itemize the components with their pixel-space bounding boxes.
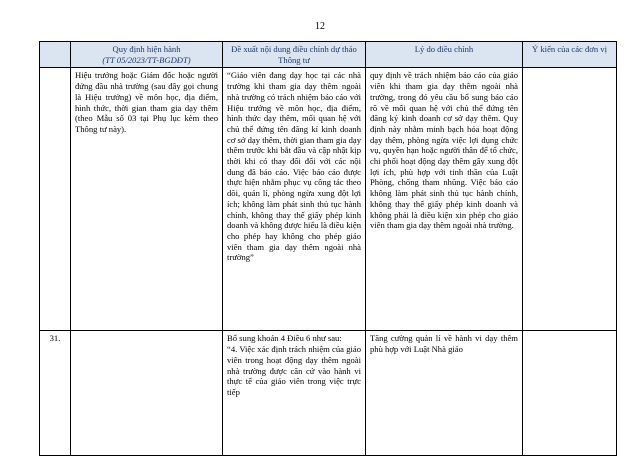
header-current-regulation	[71, 42, 223, 68]
reason-cell: quy định về trách nhiệm báo cáo của giáo viên khi tham gia dạy thêm ngoài nhà trường, trong đó yêu cầu bổ sung báo cáo rõ về mối quan hệ với chủ thể đứng tên đăng ký kinh doanh cơ sở dạy thêm. Quy định này nhằm minh bạch hóa hoạt động dạy thêm, phòng ngừa việc lợi dụng chức vụ, quyền hạn hoặc người thân để tổ chức, chi phối hoạt động dạy thêm gây xung đột lợi ích, phù hợp với tinh thần của Luật Phòng, chống tham nhũng. Việc báo cáo không làm phát sinh thủ tục hành chính, không thay thế giấy phép kinh doanh và không phải là điều kiện xin phép cho giáo viên tham gia dạy thêm ngoài nhà trường.	[366, 68, 523, 331]
header-current-regulation-ref: (TT 05/2023/TT-BGDĐT)	[102, 54, 191, 65]
opinion-cell	[523, 331, 617, 456]
table-row	[40, 331, 617, 456]
header-current-regulation-title: Quy định hiện hành	[112, 44, 181, 54]
header-number	[40, 42, 71, 68]
regulation-comparison-table	[39, 41, 617, 456]
proposal-cell	[223, 331, 366, 456]
table-header-row	[40, 42, 617, 68]
proposal-clause: “4. Việc xác định trách nhiệm của giáo viên trong hoạt động dạy thêm ngoài nhà trường được căn cứ vào hành vi thực tế của giáo viên trong việc trực tiếp	[227, 344, 361, 397]
proposal-intro: Bổ sung khoản 4 Điều 6 như sau:	[227, 333, 342, 344]
table-row	[40, 68, 617, 331]
header-opinion: Ý kiến của các đơn vị	[523, 42, 617, 68]
opinion-cell	[523, 68, 617, 331]
row-number: 31.	[40, 331, 71, 456]
row-number	[40, 68, 71, 331]
proposal-cell: “Giáo viên đang dạy học tại các nhà trường khi tham gia dạy thêm ngoài nhà trường có trách nhiệm báo cáo với Hiệu trưởng về môn học, địa điểm, hình thức dạy thêm, mối quan hệ với chủ thể đứng tên đăng kí kinh doanh cơ sở dạy thêm, thời gian tham gia dạy thêm trước khi bắt đầu và cập nhật kịp thời khi có thay đổi đối với các nội dung đã báo cáo. Việc báo cáo được thực hiện nhằm phục vụ công tác theo dõi, quản lí, phòng ngừa xung đột lợi ích; không làm phát sinh thủ tục hành chính, không thay thế giấy phép kinh doanh và không được hiểu là điều kiện cho phép hay không cho phép giáo viên tham gia dạy thêm ngoài nhà trường”	[223, 68, 366, 331]
header-reason: Lý do điều chỉnh	[366, 42, 523, 68]
current-regulation-cell	[71, 331, 223, 456]
header-proposal: Đề xuất nội dung điều chỉnh dự thảo Thông tư	[223, 42, 366, 68]
current-regulation-cell: Hiệu trưởng hoặc Giám đốc hoặc người đứng đầu nhà trường (sau đây gọi chung là Hiệu trưởng) về môn học, địa điểm, hình thức, thời gian tham gia dạy thêm (theo Mẫu số 03 tại Phụ lục kèm theo Thông tư này).	[71, 68, 223, 331]
reason-cell: Tăng cường quản lí về hành vi dạy thêm phù hợp với Luật Nhà giáo	[366, 331, 523, 456]
page-number: 12	[315, 21, 325, 32]
